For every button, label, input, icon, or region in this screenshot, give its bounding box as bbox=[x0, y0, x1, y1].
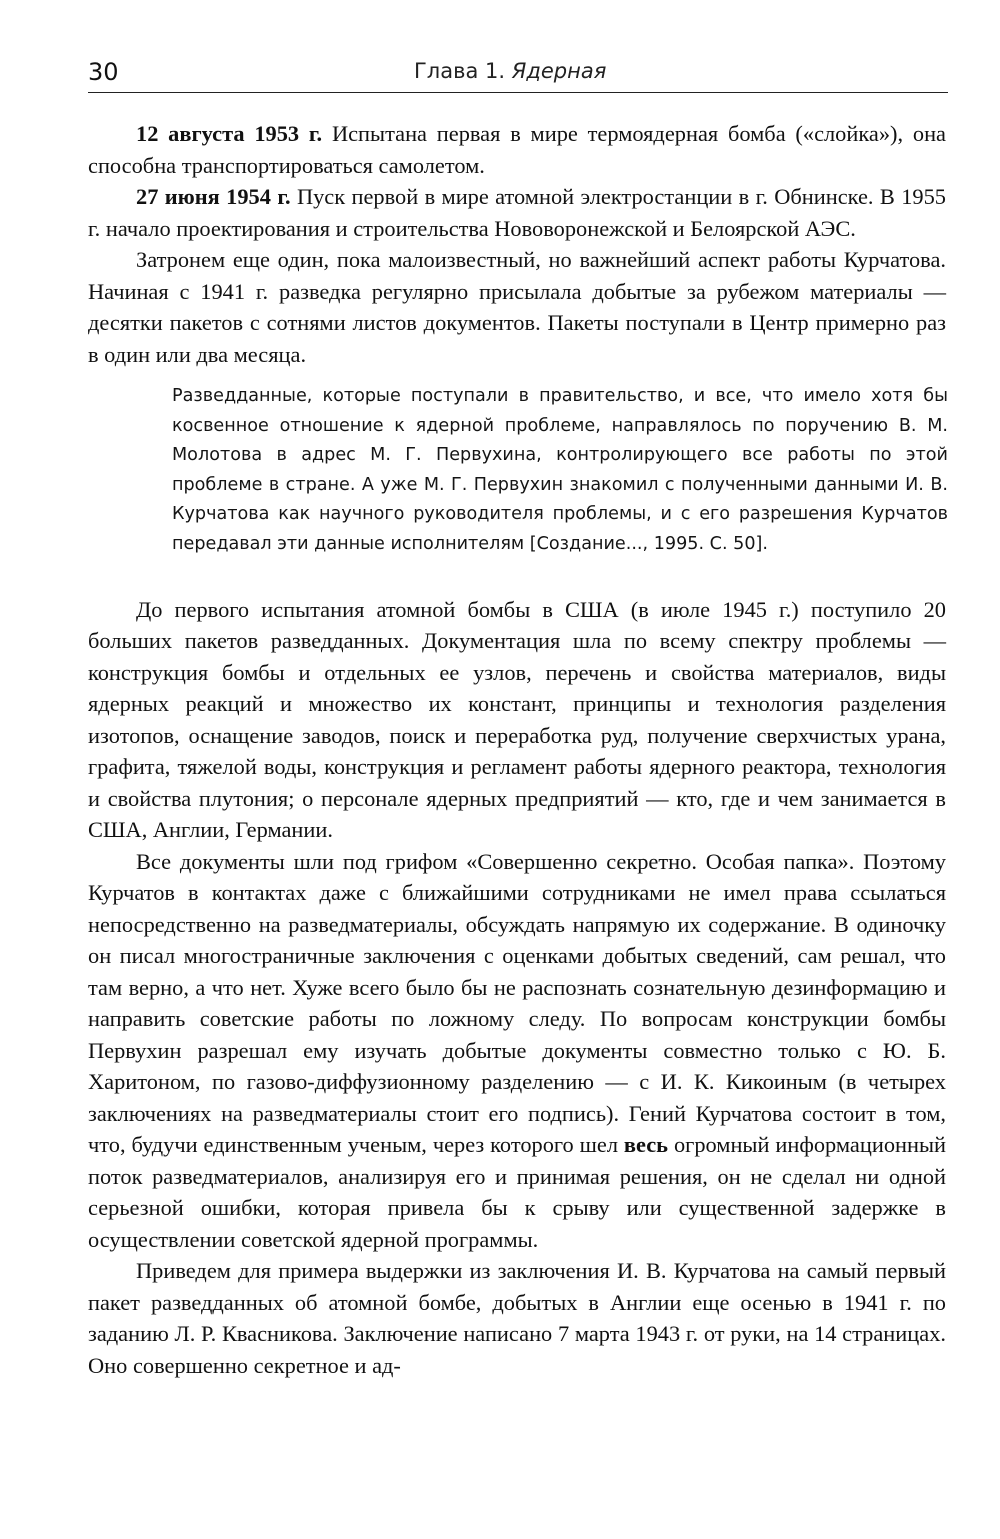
paragraph-first-report bbox=[88, 1255, 946, 1381]
paragraph-text: Пуск первой в мире атомной электростанции в г. Обнинске. В 1955 г. начало проектирования и строительства Нововоронежской и Белоярской АЭС. bbox=[88, 184, 946, 241]
paragraph-text: Все документы шли под грифом «Совершенно секретно. Особая папка». Поэтому Курчатов в контактах даже с ближайшими сотрудниками не имел права ссылаться непосредственно на разведматериалы, обсуждать напрямую их содержание. В одиночку он писал многостраничные заключения с оценками добытых сведений, сам решал, что там верно, а что нет. Хуже всего было бы не распознать сознательную дезинформацию и направить советские работы по ложному следу. По вопросам конструкции бомбы Первухин разрешал ему изучать добытые документы совместно только с Ю. Б. Харитоном, по газово-диффузионному разделению — с И. К. Кикоиным (в четырех заключениях на разведматериалы стоит его подпись). Гений Курчатова состоит в том, что, будучи единственным ученым, через которого шел bbox=[88, 848, 946, 1158]
paragraph-1953 bbox=[88, 118, 946, 181]
paragraph-before-test bbox=[88, 594, 946, 846]
paragraph-intelligence-aspect bbox=[88, 244, 946, 370]
page-number: 30 bbox=[88, 58, 119, 86]
date-lead: 12 августа 1953 г. bbox=[136, 121, 323, 146]
paragraph-text: Испытана первая в мире термоядерная бомба («слойка»), она способна транспортироваться самолетом. bbox=[88, 121, 946, 178]
paragraph-text: Затронем еще один, пока малоизвестный, но важнейший аспект работы Курчатова. Начиная с 1941 г. разведка регулярно присылала добытые за рубежом материалы — десятки пакетов с сотнями листов документов. Пакеты поступали в Центр примерно раз в один или два месяца. bbox=[88, 247, 946, 367]
paragraph-secret-documents bbox=[88, 846, 946, 1256]
chapter-title: Ядерная bbox=[511, 59, 607, 83]
chapter-prefix: Глава 1. bbox=[414, 59, 506, 83]
paragraph-1954 bbox=[88, 181, 946, 244]
running-header bbox=[88, 56, 948, 93]
paragraph-text: Приведем для примера выдержки из заключения И. В. Курчатова на самый первый пакет разведданных об атомной бомбе, добытых в Англии еще осенью в 1941 г. по заданию Л. Р. Квасникова. Заключение написано 7 марта 1943 г. от руки, на 14 страницах. Оно совершенно секретное и ад- bbox=[88, 1258, 946, 1378]
block-quote: Разведданные, которые поступали в правительство, и все, что имело хотя бы косвенное отношение к ядерной проблеме, направлялось по поручению В. М. Молотова в адрес М. Г. Первухина, контролирующего все работы по этой проблеме в стране. А уже М. Г. Первухин знакомил с полученными данными И. В. Курчатова как научного руководителя проблемы, и с его разрешения Курчатов передавал эти данные исполнителям [Создание..., 1995. С. 50]. bbox=[172, 386, 948, 554]
chapter-label bbox=[414, 59, 606, 83]
paragraph-text: До первого испытания атомной бомбы в США (в июле 1945 г.) поступило 20 больших пакетов разведданных. Документация шла по всему спектру проблемы — конструкция бомбы и отдельных ее узлов, перечень и свойства материалов, виды ядерных реакций и множество их констант, принципы и технология разделения изотопов, оснащение заводов, поиск и переработка руд, получение сверхчистых урана, графита, тяжелой воды, конструкция и регламент работы ядерного реактора, технология и свойства плутония; о персонале ядерных предприятий — кто, где и чем занимается в США, Англии, Германии. bbox=[88, 596, 946, 843]
date-lead: 27 июня 1954 г. bbox=[136, 184, 291, 209]
paragraph-text: огромный информационный поток разведматериалов, анализируя его и принимая решения, он не сделал ни одной серьезной ошибки, которая привела бы к срыву или существенной задержке в осуществлении советской ядерной программы. bbox=[88, 1132, 947, 1252]
emphasis-word: весь bbox=[623, 1132, 669, 1158]
page-body bbox=[88, 118, 946, 1381]
